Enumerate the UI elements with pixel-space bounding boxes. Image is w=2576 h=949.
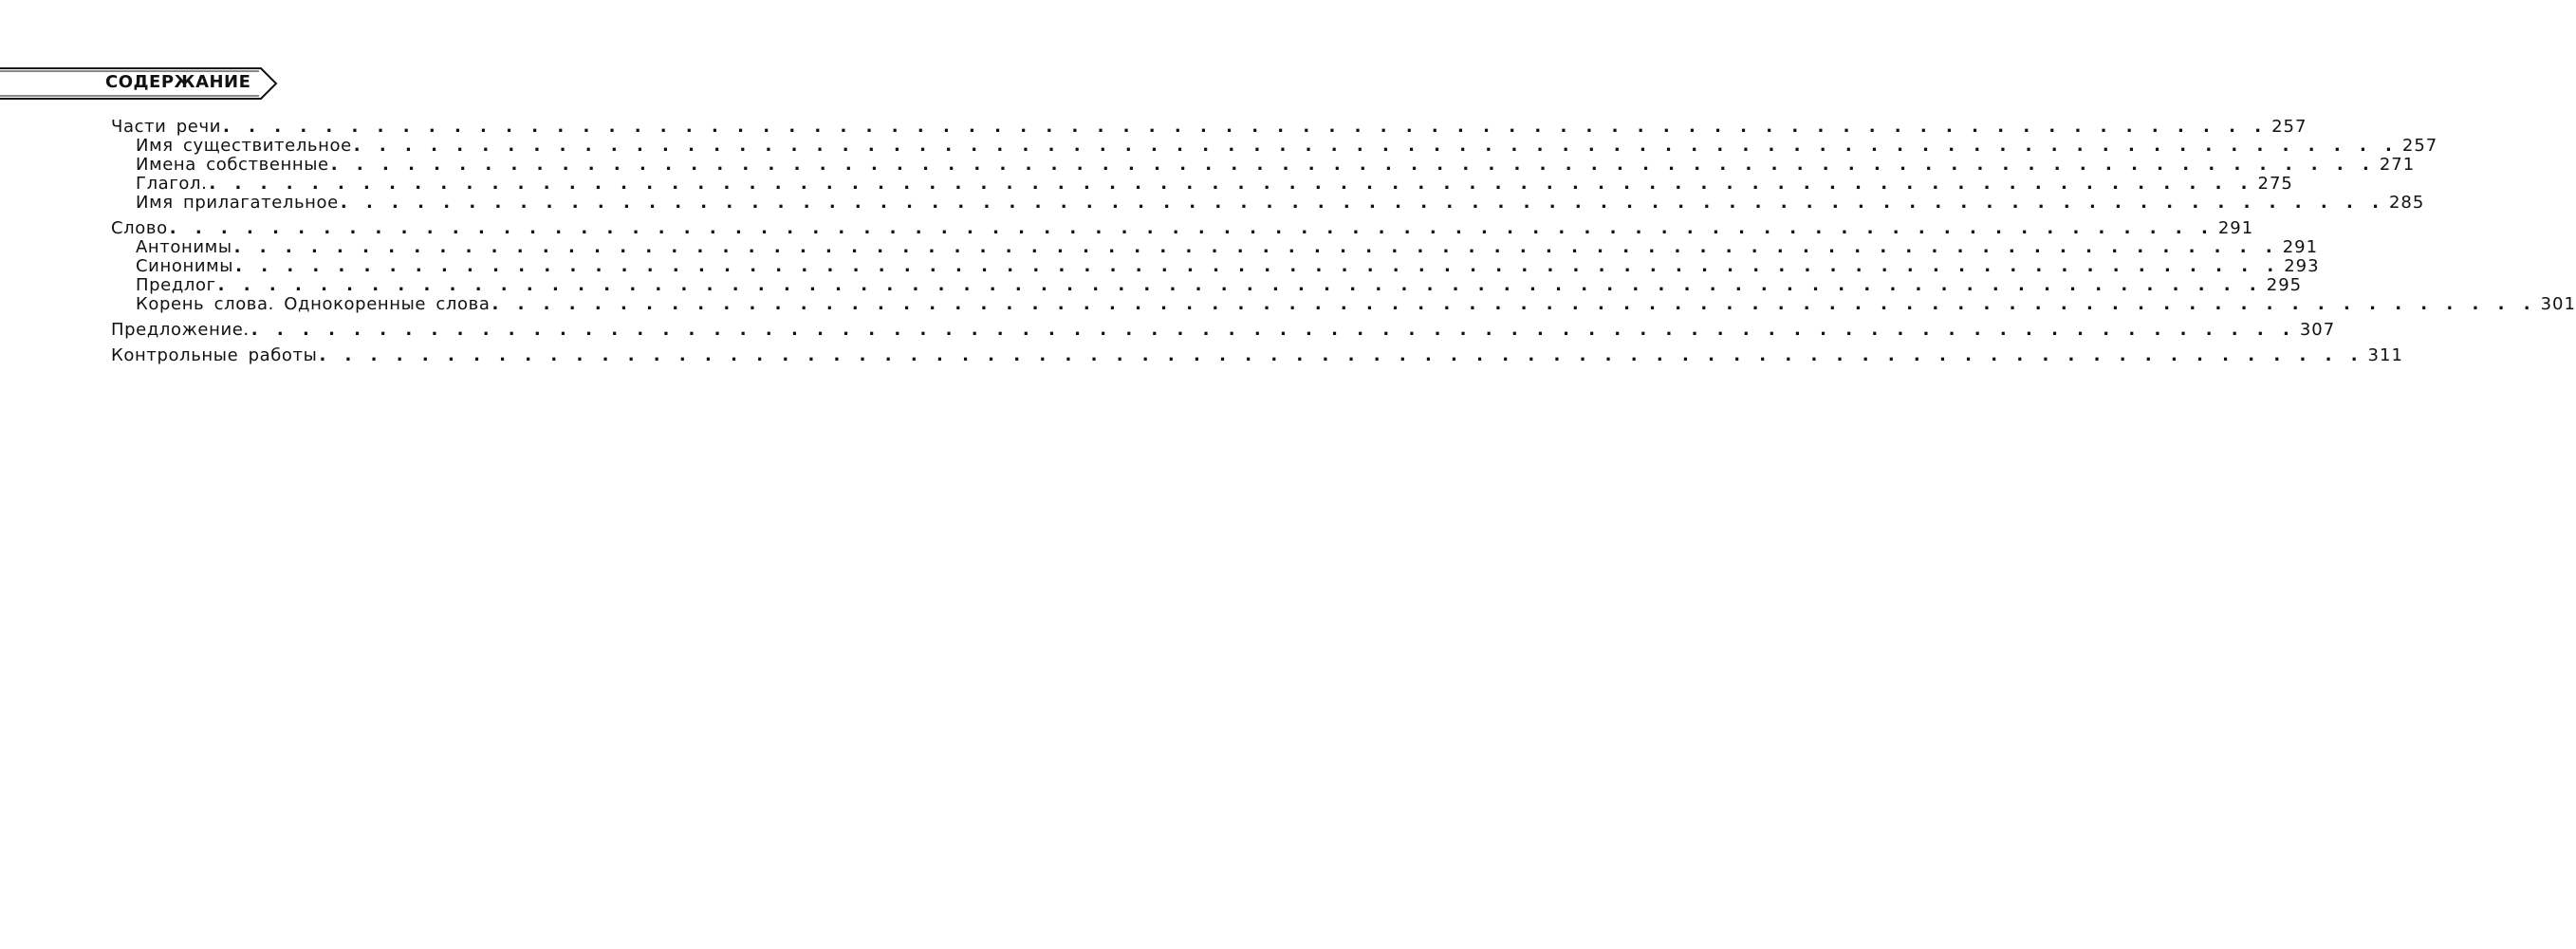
toc-entry-label: Синонимы <box>136 256 234 276</box>
toc-entry-label: Корень слова. Однокоренные слова <box>136 294 491 314</box>
toc-entry[interactable] <box>111 237 2319 257</box>
toc-entry-label: Глагол. <box>136 174 208 194</box>
toc-dot-leader: . . . . . . . . . . . . . . . . . . . . . . . . . . . . . . . . . . . . . . . . . . . . . . . . . . . . . . . . . . . . . . . . . . . . . . . . . . . . . . . . <box>223 117 2269 137</box>
toc-entry[interactable] <box>111 136 2438 156</box>
toc-dot-leader: . . . . . . . . . . . . . . . . . . . . . . . . . . . . . . . . . . . . . . . . . . . . . . . . . . . . . . . . . . . . . . . . . . . . . . . . . . . . . . . . <box>235 256 2281 276</box>
toc-entry-label: Имя прилагательное <box>136 193 339 213</box>
toc-dot-leader: . . . . . . . . . . . . . . . . . . . . . . . . . . . . . . . . . . . . . . . . . . . . . . . . . . . . . . . . . . . . . . . . . . . . . . . . . . . . . . . . <box>169 218 2215 238</box>
toc-page-number: 293 <box>2284 256 2320 276</box>
toc-page-number: 275 <box>2257 174 2293 194</box>
toc-entry-label: Предлог <box>136 275 216 295</box>
toc-page-number: 285 <box>2388 193 2425 213</box>
toc-dot-leader: . . . . . . . . . . . . . . . . . . . . . . . . . . . . . . . . . . . . . . . . . . . . . . . . . . . . . . . . . . . . . . . . . . . . . . . . . . . . . . . . <box>353 136 2399 156</box>
page-title: СОДЕРЖАНИЕ <box>105 72 251 92</box>
toc-entry[interactable] <box>111 218 2254 238</box>
toc-entry[interactable] <box>111 117 2307 137</box>
toc-dot-leader: . . . . . . . . . . . . . . . . . . . . . . . . . . . . . . . . . . . . . . . . . . . . . . . . . . . . . . . . . . . . . . . . . . . . . . . . . . . . . . . . <box>491 294 2537 314</box>
toc-dot-leader: . . . . . . . . . . . . . . . . . . . . . . . . . . . . . . . . . . . . . . . . . . . . . . . . . . . . . . . . . . . . . . . . . . . . . . . . . . . . . . . . <box>319 345 2364 365</box>
toc-page-number: 295 <box>2266 275 2303 295</box>
toc-entry-label: Антонимы <box>136 237 232 257</box>
toc-entry[interactable] <box>111 256 2320 276</box>
toc-dot-leader: . . . . . . . . . . . . . . . . . . . . . . . . . . . . . . . . . . . . . . . . . . . . . . . . . . . . . . . . . . . . . . . . . . . . . . . . . . . . . . . . <box>217 275 2263 295</box>
toc-entry[interactable] <box>111 345 2403 365</box>
toc-dot-leader: . . . . . . . . . . . . . . . . . . . . . . . . . . . . . . . . . . . . . . . . . . . . . . . . . . . . . . . . . . . . . . . . . . . . . . . . . . . . . . . . <box>330 155 2376 175</box>
toc-entry-label: Контрольные работы <box>111 345 318 365</box>
toc-entry[interactable] <box>111 320 2336 340</box>
toc-entry[interactable] <box>111 275 2303 295</box>
toc-entry[interactable] <box>111 155 2416 175</box>
toc-entry[interactable] <box>111 193 2425 213</box>
toc-page-number: 301 <box>2540 294 2576 314</box>
toc-dot-leader: . . . . . . . . . . . . . . . . . . . . . . . . . . . . . . . . . . . . . . . . . . . . . . . . . . . . . . . . . . . . . . . . . . . . . . . . . . . . . . . . <box>340 193 2385 213</box>
toc-page-number: 291 <box>2217 218 2254 238</box>
toc-entry-label: Имена собственные <box>136 155 329 175</box>
toc-entry-label: Имя существительное <box>136 136 352 156</box>
toc-entry[interactable] <box>111 174 2293 194</box>
toc-page-number: 291 <box>2282 237 2319 257</box>
toc-page-number: 271 <box>2379 155 2416 175</box>
toc-page-number: 257 <box>2401 136 2438 156</box>
table-of-contents <box>111 117 2576 365</box>
toc-dot-leader: . . . . . . . . . . . . . . . . . . . . . . . . . . . . . . . . . . . . . . . . . . . . . . . . . . . . . . . . . . . . . . . . . . . . . . . . . . . . . . . . <box>233 237 2279 257</box>
toc-dot-leader: . . . . . . . . . . . . . . . . . . . . . . . . . . . . . . . . . . . . . . . . . . . . . . . . . . . . . . . . . . . . . . . . . . . . . . . . . . . . . . . . <box>250 320 2296 340</box>
toc-page-number: 311 <box>2367 345 2403 365</box>
toc-entry-label: Части речи <box>111 117 222 137</box>
toc-entry[interactable] <box>111 294 2576 314</box>
toc-entry-label: Слово <box>111 218 168 238</box>
toc-page-number: 257 <box>2271 117 2307 137</box>
toc-dot-leader: . . . . . . . . . . . . . . . . . . . . . . . . . . . . . . . . . . . . . . . . . . . . . . . . . . . . . . . . . . . . . . . . . . . . . . . . . . . . . . . . <box>209 174 2254 194</box>
toc-page-number: 307 <box>2299 320 2336 340</box>
toc-entry-label: Предложение. <box>111 320 250 340</box>
